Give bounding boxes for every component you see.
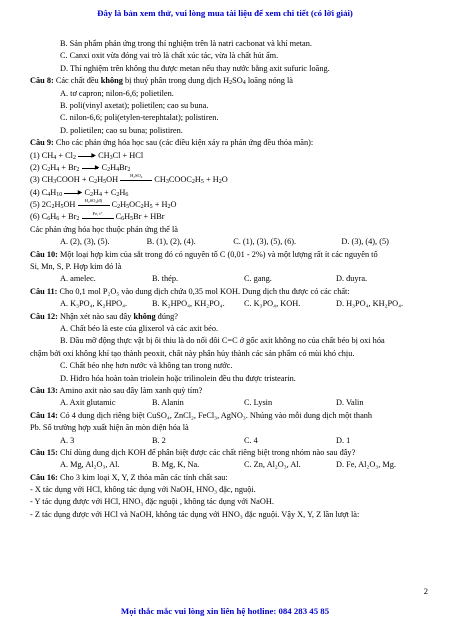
q8-stem-pre: Các chất đều [53,76,101,86]
q11-stem [30,286,428,298]
q14-option-c: C. 4 [244,435,258,445]
hotline-footer: Mọi thắc mắc vui lòng xin liên hệ hotline: 084 283 45 85 [120,606,330,616]
q12-stem [30,311,428,323]
q12-option-b-1: B. Dầu mỡ động thực vật bị ôi thiu là do nối đôi C=C ở gốc axit không no của chất béo bị oxi hóa [60,336,385,346]
q13-stem-text: Amino axit nào sau đây làm xanh quỳ tím? [57,385,203,395]
q15-label: Câu 15: [30,447,58,457]
reaction-2: (2) $C_2H_4 + Br_2$ ▶ $C_2H_4Br_2$ [30,162,131,173]
q14-options [30,435,428,447]
q10-option-d: D. đuyra. [336,274,368,284]
q8-option-d: D. polietilen; cao su buna; polistiren. [60,125,183,135]
reaction-3: (3) $CH_3COOH + C_2H_5OH$ H₂SO₄ $CH_3COOC_2H_5 + H_2O$ [30,173,228,186]
q11-options [30,298,428,310]
arrow-icon: Fe, t° [82,213,114,223]
q16-stem-text: Cho 3 kim loại X, Y, Z thỏa mãn các tính chất sau: [57,472,228,482]
preview-banner: Đây là bản xem thử, vui lòng mua tài liệu để xem chi tiết (có lời giải) [97,8,353,18]
q13-options [30,397,428,409]
document-body [30,38,428,521]
q14-text-1: Có 4 dung dịch riêng biệt CuSO₄, ZnCl₂, FeCl₃, AgNO₃. Nhúng vào mỗi dung dịch một thanh [57,410,373,420]
q14-label: Câu 14: [30,410,58,420]
q15-stem-text: Chỉ dùng dung dịch KOH để phân biệt được các chất riêng biệt trong nhóm nào sau đây? [57,447,356,457]
q10-option-c: C. gang. [244,274,272,284]
q8-option-b: B. poli(vinyl axetat); polietilen; cao su buna. [60,100,209,110]
q11-stem-text: Cho 0,1 mol P₂O₅ vào dung dịch chứa 0,35 mol KOH. Dung dịch thu được có các chất: [57,286,350,296]
q9-stem [30,137,428,149]
q13-label: Câu 13: [30,385,58,395]
q12-stem-bold: không [133,311,156,321]
q10-option-b: B. thép. [152,274,179,284]
q11-option-b: B. K₂HPO₄, KH₂PO₄. [152,299,225,309]
q9-option-c: C. (1), (3), (5), (6). [233,237,297,247]
q9-stem-text: Cho các phản ứng hóa học sau (các điều kiện xảy ra phản ứng đều thỏa mãn): [53,138,314,148]
q16-stem [30,472,428,484]
q8-stem-post: bị thuỷ phân trong dung dịch H [122,76,230,86]
q14-option-a: A. 3 [60,435,75,445]
q15-option-c: C. Zn, Al₂O₃, Al. [244,460,301,470]
q10-text-1: Một loại hợp kim của sắt trong đó có nguyên tố C (0,01 - 2%) và một lượng rất ít các nguyên tố [57,249,378,259]
q9-option-d: D. (3), (4), (5) [341,237,389,247]
q13-option-d: D. Valin [336,398,364,408]
q12-stem-pre: Nhận xét nào sau đây [57,311,134,321]
q12-option-a: A. Chất béo là este của glixerol và các axit béo. [60,323,219,333]
q16-property-y: - Y tác dụng được với HCl, HNO₃ đặc nguội , không tác dụng với NaOH. [30,497,274,507]
q12-option-b-2: chậm bởi oxi không khí tạo thành peoxit, chất này phân hủy thành các sản phẩm có mùi khó chịu. [30,348,355,358]
q9-label: Câu 9: [30,138,54,148]
q11-option-c: C. K₃PO₄, KOH. [244,299,301,309]
q8-option-a: A. tơ capron; nilon-6,6; polietilen. [60,88,174,98]
q12-option-d: D. Hiđro hóa hoàn toàn triolein hoặc trilinolein đều thu được tristearin. [60,373,296,383]
equilibrium-arrow-icon: H₂SO₄ [120,175,152,185]
q8-option-c: C. nilon-6,6; poli(etylen-terephtalat); polistiren. [60,113,219,123]
q7-option-b: B. Sản phẩm phản ứng trong thí nghiệm trên là natri cacbonat và khí metan. [60,39,312,48]
q8-stem-bold: không [100,76,123,86]
q9-options [30,236,428,248]
q10-stem [30,249,428,261]
q11-option-a: A. K₃PO₄, K₂HPO₄. [60,299,128,309]
q15-option-b: B. Mg, K, Na. [152,460,200,470]
q9-option-a: A. (2), (3), (5). [60,237,110,247]
q14-option-b: B. 2 [152,435,166,445]
q14-stem [30,410,428,422]
q9-ask: Các phản ứng hóa học thuộc phản ứng thế là [30,224,178,234]
reaction-4: (4) $C_4H_{10}$ ▶ $C_2H_4 + C_2H_6$ [30,187,129,198]
q13-option-b: B. Alanin [152,398,184,408]
arrow-icon: ▶ [78,152,96,160]
q12-label: Câu 12: [30,311,58,321]
page-number: 2 [423,586,428,596]
q10-option-a: A. amelec. [60,274,96,284]
reaction-6: (6) $C_6H_6 + Br_2$ Fe, t° $C_6H_5Br$ + HBr [30,210,165,223]
arrow-icon: ▶ [82,164,100,172]
q9-option-b: B. (1), (2), (4). [146,237,196,247]
q13-option-a: A. Axit glutamic [60,398,116,408]
q7-option-c: C. Canxi oxit vừa đóng vai trò là chất xúc tác, vừa là chất hút ẩm. [60,51,279,61]
q12-stem-post: đúng? [155,311,178,321]
arrow-icon: ▶ [64,189,82,197]
q13-option-c: C. Lysin [244,398,273,408]
q14-text-2: Pb. Số trường hợp xuất hiện ăn mòn điện hóa là [30,423,189,433]
q8-label: Câu 8: [30,76,54,86]
q10-label: Câu 10: [30,249,58,259]
q11-option-d: D. H₃PO₄, KH₂PO₄. [336,299,404,309]
q15-option-a: A. Mg, Al₂O₃, Al. [60,460,120,470]
reaction-1: (1) $CH_4 + Cl_2$ ▶ $CH_3Cl$ + HCl [30,150,144,161]
reaction-5: (5) $2C_2H_5OH$ H₂SO₄(đ) $C_2H_5OC_2H_5 + H_2O$ [30,198,177,211]
q16-property-x: - X tác dụng với HCl, không tác dụng với NaOH, HNO₃ đặc, nguội. [30,485,256,495]
q13-stem [30,385,428,397]
q11-label: Câu 11: [30,286,58,296]
q15-options [30,459,428,471]
q8-stem-end: loãng nóng là [245,76,293,86]
arrow-icon: H₂SO₄(đ) [78,200,110,210]
q14-option-d: D. 1 [336,435,351,445]
q15-option-d: D. Fe, Al₂O₃, Mg. [336,460,396,470]
q10-text-2: Si, Mn, S, P. Hợp kim đó là [30,262,122,272]
q10-options [30,273,428,285]
q16-property-z: - Z tác dụng được với HCl và NaOH, không tác dụng với HNO₃ đặc nguội. Vậy X, Y, Z lần lượt là: [30,509,360,519]
q8-stem: Câu 8: Các chất đều không bị thuỷ phân trong dung dịch $H_2SO_4$ loãng nóng là [30,76,293,87]
q16-label: Câu 16: [30,472,58,482]
q7-option-d: D. Thí nghiệm trên không thu được metan nếu thay nước bằng axit sufuric loãng. [60,63,330,73]
q12-option-c: C. Chất béo nhẹ hơn nước và không tan trong nước. [60,361,233,371]
q15-stem [30,447,428,459]
